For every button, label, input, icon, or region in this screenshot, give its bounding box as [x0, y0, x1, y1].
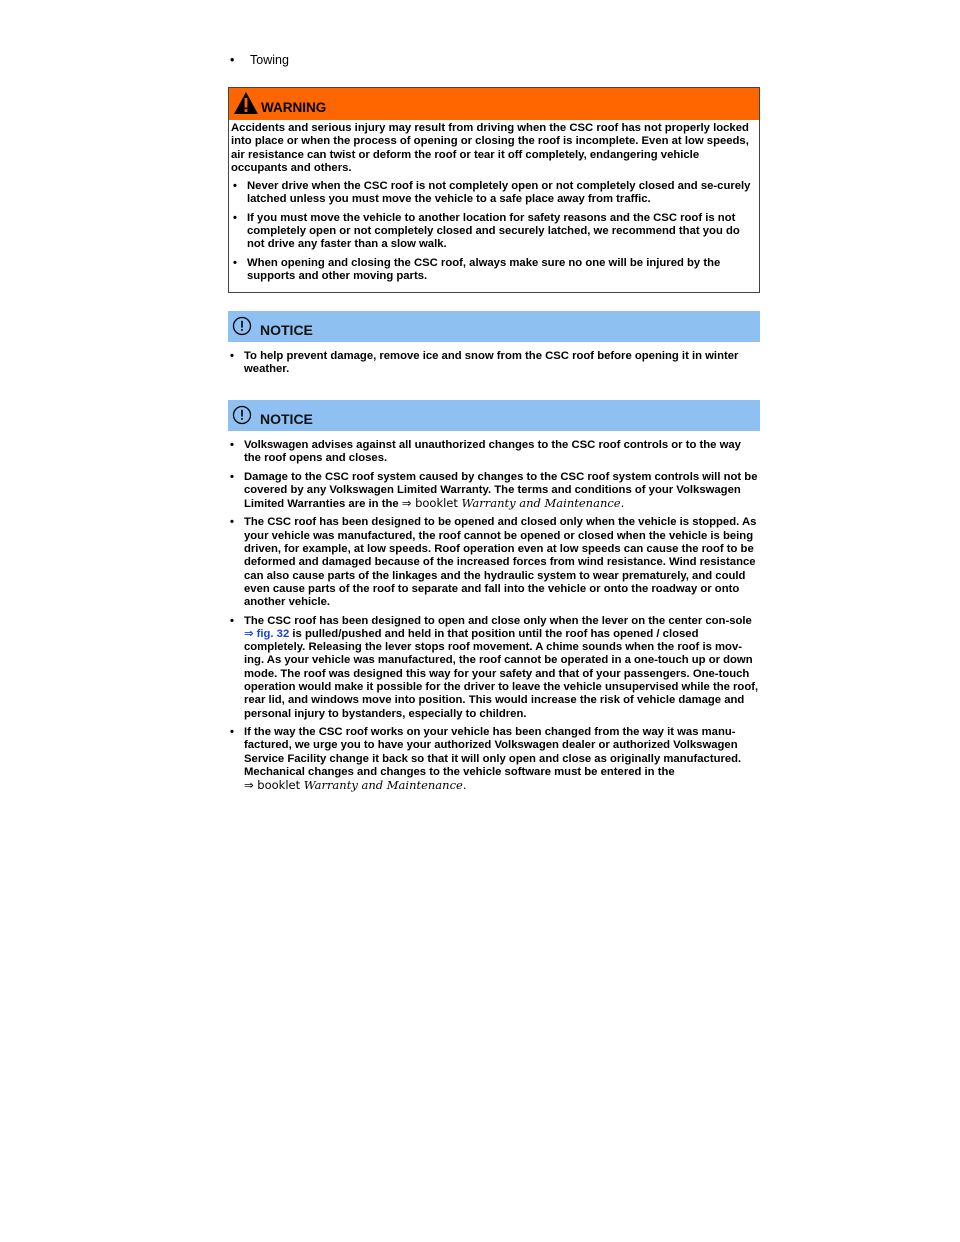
notice-body: [228, 342, 760, 377]
warning-intro: Accidents and serious injury may result from driving when the CSC roof has not properly locked into place or when the process of opening or closing the roof is incomplete. Even at low speeds, air resistance can twist or deform the roof or tear it off completely, endangering vehicle occupants and others.: [231, 122, 749, 174]
warning-box: [228, 87, 760, 293]
bullet: [228, 516, 244, 609]
bullet: [231, 180, 247, 207]
bullet: [228, 726, 244, 793]
exclamation-circle-icon: [232, 316, 252, 336]
bullet: [231, 257, 247, 284]
list-item: • When opening and closing the CSC roof, always make sure no one will be injured by the supports and other moving parts.: [231, 257, 753, 284]
notice-body: [228, 431, 760, 793]
list-item: • The CSC roof has been designed to be opened and closed only when the vehicle is stopped. As your vehicle was manufactured, the roof cannot be opened or closed when the vehicle is being driven, for example, at low speeds. Roof operation even at low speeds can cause the roof to be deformed and damaged because of the increased forces from wind resistance. Wind resistance can also cause parts of the linkages and the hydraulic system to wear prematurely, and could even cause parts of the roof to separate and fall into the vehicle or onto the roadway or onto another vehicle.: [228, 516, 760, 609]
bullet: [228, 615, 244, 721]
warning-triangle-icon: [233, 91, 259, 115]
warning-title: WARNING: [261, 99, 327, 115]
warning-body: [229, 120, 759, 292]
bullet: [228, 439, 244, 466]
bullet: [228, 471, 244, 512]
list-item: • Volkswagen advises against all unauthorized changes to the CSC roof controls or to the way the roof opens and closes.: [228, 439, 760, 466]
warning-header: [229, 88, 759, 120]
list-item: • If the way the CSC roof works on your vehicle has been changed from the way it was manu-factured, we urge you to have your authorized Volkswagen dealer or authorized Volkswagen Service Facility change it back so that it will only open and close as originally manufactured. Mechanical changes and changes to the vehicle software must be entered in the ⇒ booklet Warranty and Maintenance.: [228, 726, 760, 793]
notice-header: [228, 311, 760, 342]
list-item-towing: [228, 53, 289, 67]
bullet: [231, 212, 247, 252]
list-item: • To help prevent damage, remove ice and snow from the CSC roof before opening it in winter weather.: [228, 350, 760, 377]
list-item: • The CSC roof has been designed to open and close only when the lever on the center con-sole ⇒ fig. 32 is pulled/pushed and held in that position until the roof has opened / closed completely. Releasing the lever stops roof movement. A chime sounds when the roof is mov-ing. As your vehicle was manufactured, the roof cannot be operated in a one-touch up or down mode. The roof was designed this way for your safety and that of your passengers. One-touch operation would make it possible for the driver to leave the vehicle unsupervised while the roof, rear lid, and windows move into position. This would increase the risk of vehicle damage and personal injury to bystanders, especially to children.: [228, 615, 760, 721]
list-item: • If you must move the vehicle to another location for safety reasons and the CSC roof is not completely open or not completely closed and securely latched, we recommend that you do not drive any faster than a slow walk.: [231, 212, 753, 252]
list-item: • Never drive when the CSC roof is not completely open or not completely closed and se-curely latched unless you must move the vehicle to a safe place away from traffic.: [231, 180, 753, 207]
exclamation-circle-icon: [232, 405, 252, 425]
notice-header: [228, 400, 760, 431]
booklet-reference[interactable]: ⇒ booklet Warranty and Maintenance.: [401, 496, 625, 511]
notice-box: [228, 400, 760, 798]
figure-link[interactable]: ⇒ fig. 32: [244, 627, 290, 640]
booklet-reference[interactable]: ⇒ booklet Warranty and Maintenance.: [244, 778, 467, 793]
notice-title: NOTICE: [260, 410, 313, 427]
bullet: [228, 53, 250, 67]
bullet: [228, 350, 244, 377]
notice-title: NOTICE: [260, 321, 313, 338]
list-item: • Damage to the CSC roof system caused by changes to the CSC roof system controls will not be covered by any Volkswagen Limited Warranty. The terms and conditions of your Volkswagen Limited Warranties are in the ⇒ booklet Warranty and Maintenance.: [228, 471, 760, 512]
notice-box: [228, 311, 760, 382]
list-item-text: Towing: [250, 53, 289, 67]
